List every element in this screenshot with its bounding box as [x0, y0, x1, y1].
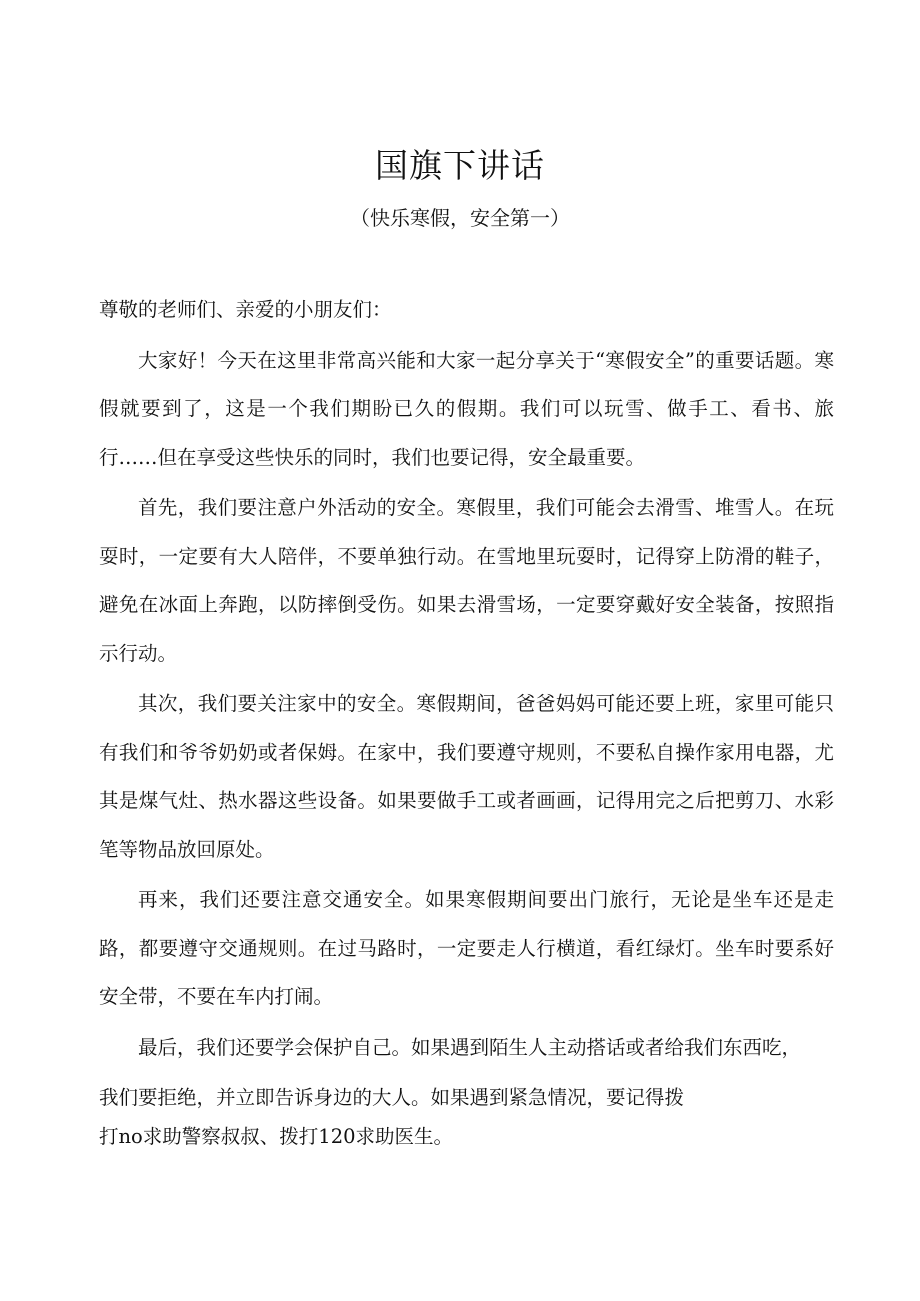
paragraph-traffic-safety: 再来，我们还要注意交通安全。如果寒假期间要出门旅行，无论是坐车还是走路，都要遵守交通规则。在过马路时，一定要走人行横道，看红绿灯。坐车时要系好安全带，不要在车内打闹。	[99, 888, 834, 1008]
paragraph-home-safety: 其次，我们要关注家中的安全。寒假期间，爸爸妈妈可能还要上班，家里可能只有我们和爷爷奶奶或者保姆。在家中，我们要遵守规则，不要私自操作家用电器，尤其是煤气灶、热水器这些设备。如果要做手工或者画画，记得用完之后把剪刀、水彩笔等物品放回原处。	[99, 692, 834, 861]
page-subtitle: （快乐寒假，安全第一）	[350, 206, 570, 230]
paragraph-outdoor-safety: 首先，我们要注意户外活动的安全。寒假里，我们可能会去滑雪、堆雪人。在玩耍时，一定要有大人陪伴，不要单独行动。在雪地里玩耍时，记得穿上防滑的鞋子，避免在冰面上奔跑，以防摔倒受伤。如果去滑雪场，一定要穿戴好安全装备，按照指示行动。	[99, 496, 834, 665]
speech-body	[99, 286, 834, 1161]
closing-line-1: 我们要拒绝，并立即告诉身边的大人。如果遇到紧急情况，要记得拨	[99, 1086, 685, 1109]
paragraph-opening: 大家好！今天在这里非常高兴能和大家一起分享关于“寒假安全”的重要话题。寒假就要到了，这是一个我们期盼已久的假期。我们可以玩雪、做手工、看书、旅行……但在享受这些快乐的同时，我们也要记得，安全最重要。	[99, 348, 834, 469]
page-title: 国旗下讲话	[375, 146, 545, 185]
paragraph-self-protection: 最后，我们还要学会保护自己。如果遇到陌生人主动搭话或者给我们东西吃，	[138, 1035, 802, 1059]
greeting-line: 尊敬的老师们、亲爱的小朋友们：	[99, 298, 392, 321]
closing-line-2: 打no求助警察叔叔、拨打120求助医生。	[99, 1124, 454, 1148]
